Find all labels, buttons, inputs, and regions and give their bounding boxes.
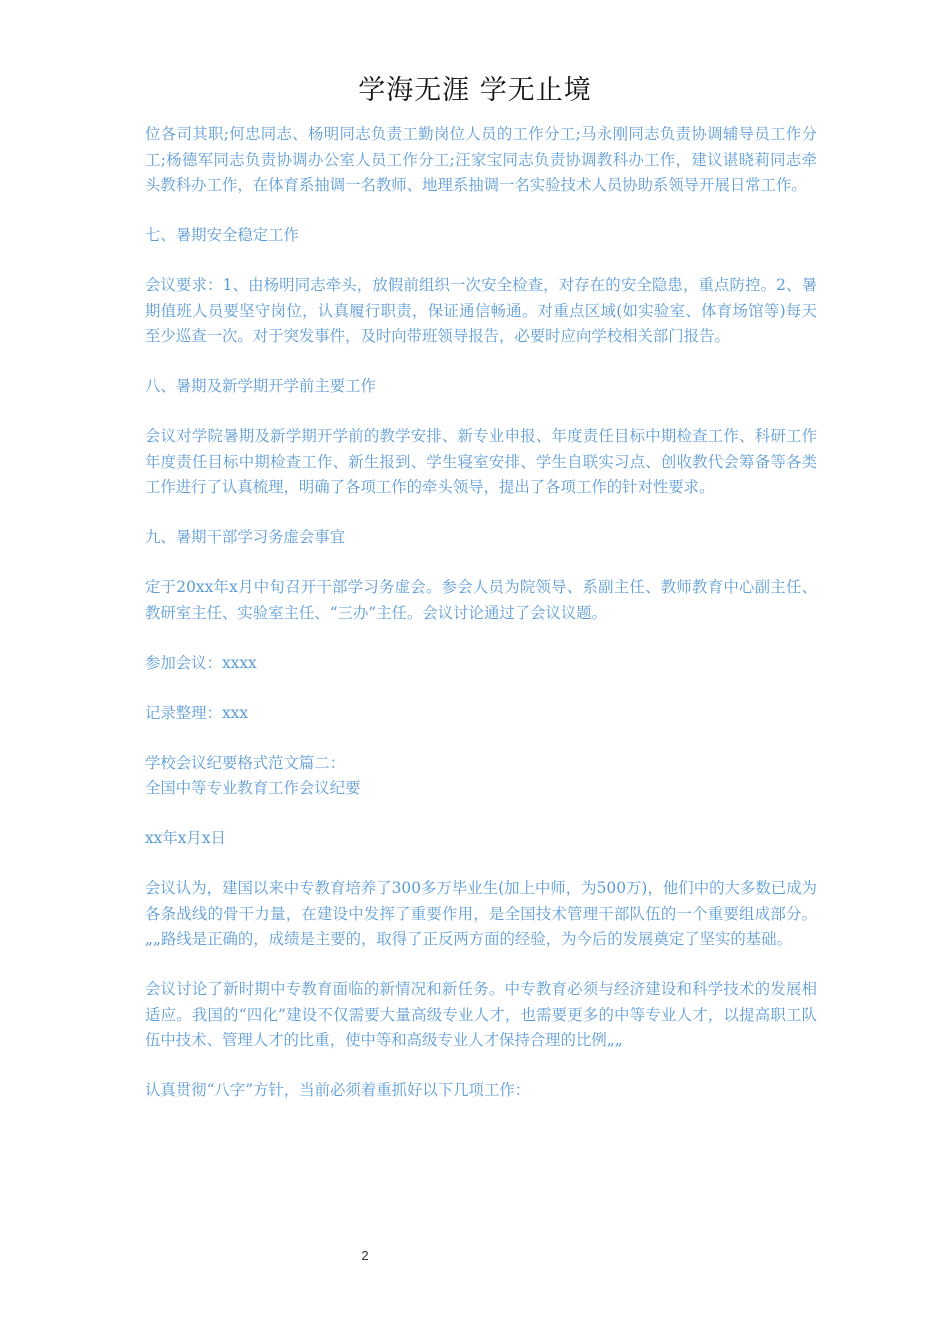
paragraph-achievements: 会议认为，建国以来中专教育培养了300多万毕业生(加上中师，为500万)，他们中的大多数已成为各条战线的骨干力量，在建设中发挥了重要作用，是全国技术管理干部队伍的一个重要组成部分。„„路线是正确的，成绩是主要的，取得了正反两方面的经验，为今后的发展奠定了坚实的基础。 <box>145 879 817 948</box>
paragraph-new-tasks: 会议讨论了新时期中专教育面临的新情况和新任务。中专教育必须与经济建设和科学技术的发展相适应。我国的“四化”建设不仅需要大量高级专业人才，也需要更多的中等专业人才，以提高职工队伍中技术、管理人才的比重，使中等和高级专业人才保持合理的比例„„ <box>145 980 817 1049</box>
section-heading-seven: 七、暑期安全稳定工作 <box>145 226 299 244</box>
document-body <box>145 122 817 1128</box>
section-heading-nine: 九、暑期干部学习务虚会事宜 <box>145 528 346 546</box>
paragraph-key-work: 认真贯彻“八字”方针，当前必须着重抓好以下几项工作： <box>145 1081 531 1099</box>
paragraph-attendees: 参加会议：xxxx <box>145 653 257 672</box>
section-two-subheading: 全国中等专业教育工作会议纪要 <box>145 779 361 797</box>
paragraph-recorder: 记录整理：xxx <box>145 703 248 722</box>
paragraph-date: xx年x月x日 <box>145 829 226 847</box>
section-two-heading: 学校会议纪要格式范文篇二： <box>145 753 346 772</box>
section-heading-eight: 八、暑期及新学期开学前主要工作 <box>145 377 376 395</box>
paragraph-role-assignments: 位各司其职;何忠同志、杨明同志负责工勤岗位人员的工作分工;马永刚同志负责协调辅导员工作分工;杨德军同志负责协调办公室人员工作分工;汪家宝同志负责协调教科办工作，建议谌晓莉同志牵头教科办工作，在体育系抽调一名教师、地理系抽调一名实验技术人员协助系领导开展日常工作。 <box>145 125 817 194</box>
page-number: 2 <box>361 1248 369 1263</box>
paragraph-safety-requirements: 会议要求：1、由杨明同志牵头，放假前组织一次安全检查，对存在的安全隐患，重点防控。2、暑期值班人员要坚守岗位，认真履行职责，保证通信畅通。对重点区域(如实验室、体育场馆等)每天至少巡查一次。对于突发事件，及时向带班领导报告，必要时应向学校相关部门报告。 <box>145 276 817 345</box>
paragraph-summer-work: 会议对学院暑期及新学期开学前的教学安排、新专业申报、年度责任目标中期检查工作、科研工作年度责任目标中期检查工作、新生报到、学生寝室安排、学生自联实习点、创收教代会筹备等各类工作进行了认真梳理，明确了各项工作的牵头领导，提出了各项工作的针对性要求。 <box>145 427 817 496</box>
paragraph-cadre-meeting: 定于20xx年x月中旬召开干部学习务虚会。参会人员为院领导、系副主任、教师教育中心副主任、教研室主任、实验室主任、“三办”主任。会议讨论通过了会议议题。 <box>145 578 817 622</box>
page-header-title: 学海无涯 学无止境 <box>358 75 592 106</box>
